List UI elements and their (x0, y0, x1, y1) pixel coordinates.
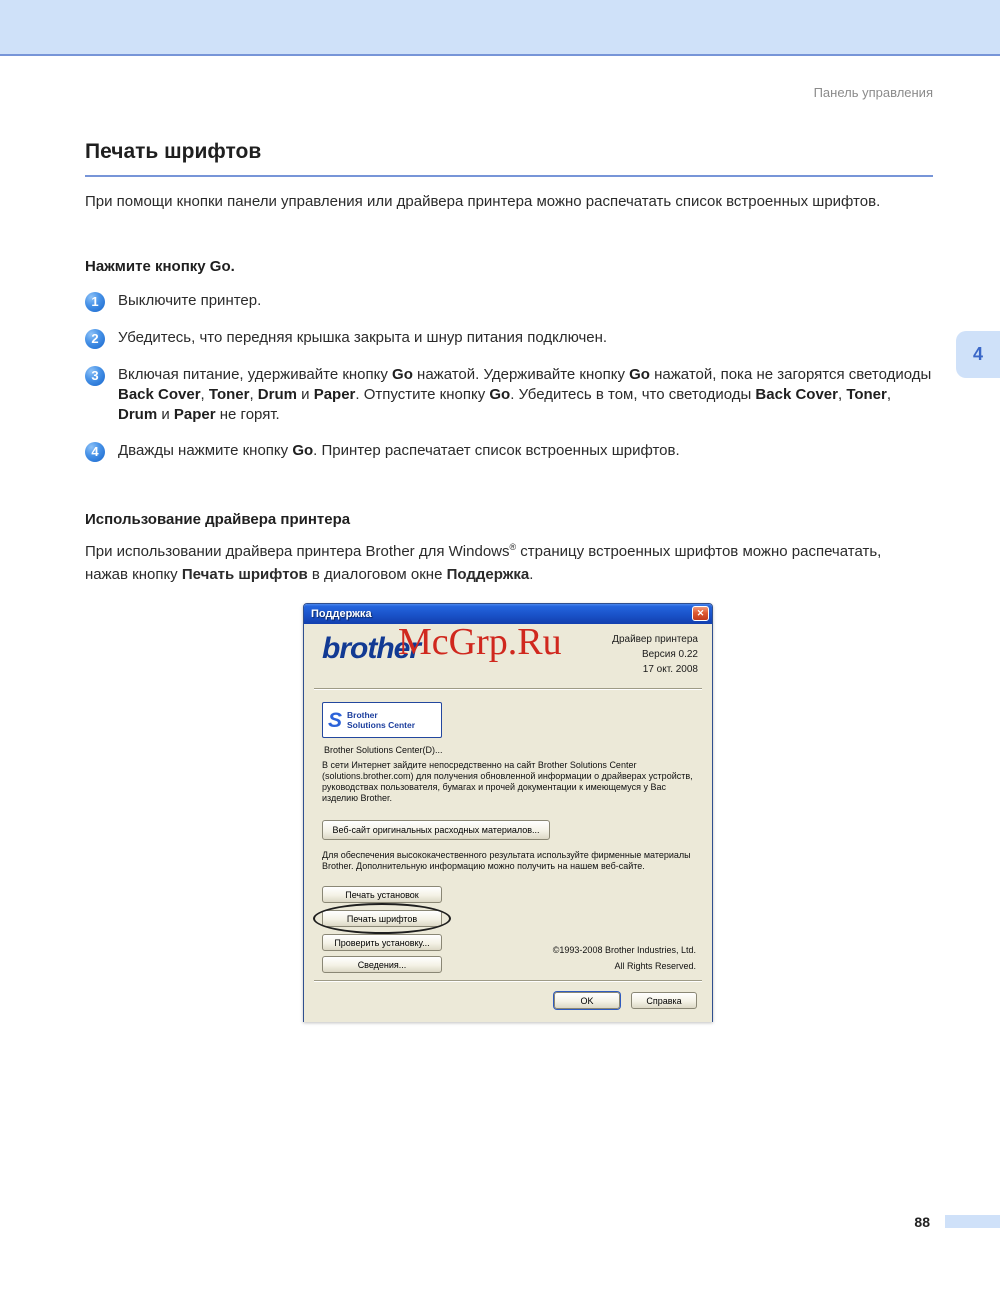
step-item-3 (85, 365, 933, 425)
check-setting-button[interactable]: Проверить установку... (322, 934, 442, 951)
step-number-badge: 1 (85, 292, 105, 312)
page-title: Печать шрифтов (85, 140, 933, 177)
step-text: Убедитесь, что передняя крышка закрыта и шнур питания подключен. (118, 329, 608, 346)
about-button[interactable]: Сведения... (322, 956, 442, 973)
running-header: Панель управления (813, 85, 933, 100)
brother-solutions-link[interactable]: Brother Solutions Center(D)... (324, 745, 443, 755)
step-text: Дважды нажмите кнопку Go. Принтер распечатает список встроенных шрифтов. (118, 442, 680, 459)
dialog-title: Поддержка (311, 608, 372, 620)
step-text: Выключите принтер. (118, 292, 262, 309)
driver-info-block (612, 632, 698, 677)
driver-info-line: Версия 0.22 (641, 649, 698, 660)
close-icon: ✕ (696, 608, 705, 618)
watermark-text: McGrp.Ru (398, 621, 562, 663)
brother-logo: brother (322, 632, 420, 665)
divider (314, 688, 702, 690)
steps-list (85, 291, 933, 478)
footer-bar (945, 1215, 1000, 1228)
close-button[interactable] (692, 606, 709, 621)
brother-solutions-description: В сети Интернет зайдите непосредственно на сайт Brother Solutions Center (solutions.brother.com) для получения обновленной информации о драйверах устройств, руководствах пользователя, бумагах и прочей документации к имеющемуся у Вас изделию Brother. (322, 760, 693, 803)
ok-button[interactable]: OK (554, 992, 620, 1009)
driver-info-line: Драйвер принтера (612, 634, 698, 645)
support-dialog (303, 603, 713, 1022)
section-heading-driver: Использование драйвера принтера (85, 511, 351, 528)
step-item-1 (85, 291, 933, 312)
intro-paragraph: При помощи кнопки панели управления или драйвера принтера можно распечатать список встроенных шрифтов. (85, 193, 881, 210)
header-band (0, 0, 1000, 56)
supplies-website-button[interactable]: Веб-сайт оригинальных расходных материалов... (322, 820, 550, 840)
divider (314, 980, 702, 982)
dialog-body (304, 621, 712, 1022)
help-button[interactable]: Справка (631, 992, 697, 1009)
print-settings-button[interactable]: Печать установок (322, 886, 442, 903)
copyright-block (553, 942, 696, 974)
supplies-description: Для обеспечения высококачественного результата используйте фирменные материалы Brother. Дополнительную информацию можно получить на нашем веб-сайте. (322, 850, 691, 871)
copyright-line: All Rights Reserved. (614, 961, 696, 971)
step-text: Включая питание, удерживайте кнопку Go нажатой. Удерживайте кнопку Go нажатой, пока не загорятся светодиоды Back Cover, Toner, Drum и Paper. Отпустите кнопку Go. Убедитесь в том, что светодиоды Back Cover, Toner, Drum и Paper не горят. (118, 366, 932, 423)
step-item-4 (85, 441, 933, 462)
step-number-badge: 2 (85, 329, 105, 349)
print-fonts-button[interactable]: Печать шрифтов (322, 910, 442, 927)
brother-solutions-label: Brother Solutions Center (347, 710, 416, 730)
chapter-tab: 4 (956, 331, 1000, 378)
step-number-badge: 4 (85, 442, 105, 462)
step-number-badge: 3 (85, 366, 105, 386)
page-number: 88 (914, 1214, 930, 1230)
driver-info-line: 17 окт. 2008 (642, 664, 698, 675)
brother-solutions-center-button[interactable] (322, 702, 442, 738)
brother-solutions-icon: S (328, 708, 343, 732)
section-heading-go: Нажмите кнопку Go. (85, 258, 235, 275)
copyright-line: ©1993-2008 Brother Industries, Ltd. (552, 945, 696, 955)
driver-paragraph: При использовании драйвера принтера Brother для Windows® страницу встроенных шрифтов можно распечатать, нажав кнопку Печать шрифтов в диалоговом окне Поддержка. (85, 542, 882, 583)
step-item-2 (85, 328, 933, 349)
